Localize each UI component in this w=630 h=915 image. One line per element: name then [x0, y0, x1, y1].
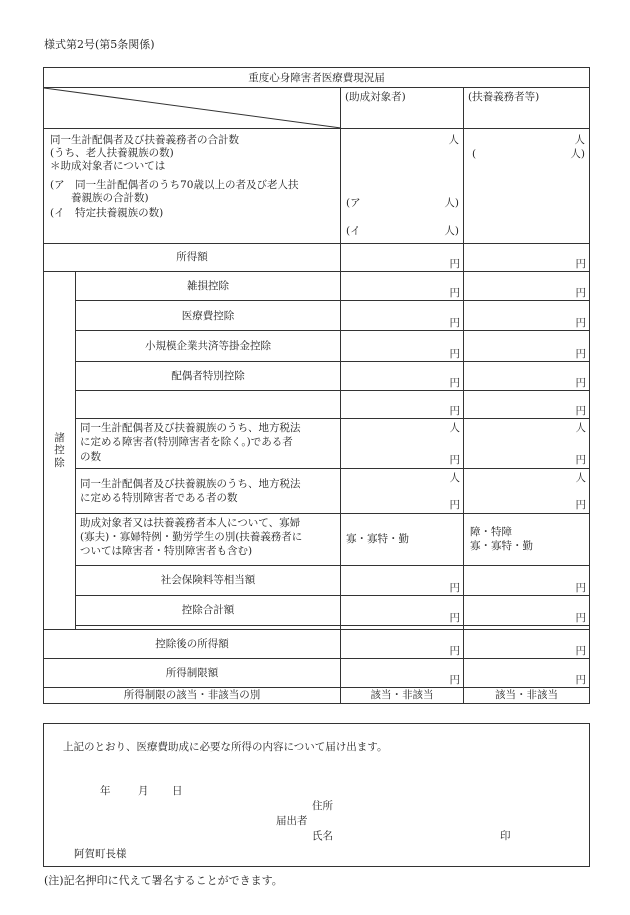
deductions-category: 諸 控 除 [44, 271, 76, 629]
dependents-line-1: 同一生計配偶者及び扶養義務者の合計数 [50, 133, 239, 146]
iryohi-label: 医療費控除 [76, 301, 341, 331]
iryohi-subject[interactable]: 円 [341, 301, 464, 331]
zasson-supporter[interactable]: 円 [464, 271, 590, 300]
after-deduction-supporter[interactable]: 円 [464, 630, 590, 659]
total-deduction-subject[interactable]: 円 [341, 595, 464, 625]
shakai-supporter[interactable]: 円 [464, 565, 590, 595]
shogai-subject[interactable] [341, 419, 464, 468]
subject-i-close: 人) [444, 224, 459, 237]
applicable-subject[interactable]: 該当・非該当 [341, 687, 464, 703]
date-month[interactable]: 月 [138, 785, 149, 797]
dependents-supporter-cell[interactable] [464, 128, 590, 243]
declaration-box [43, 723, 590, 867]
income-label: 所得額 [44, 243, 341, 271]
report-title: 重度心身障害者医療費現況届 [44, 68, 590, 88]
blank-deduction-label[interactable] [76, 391, 341, 419]
dependents-line-2: (うち、老人扶養親族の数) [50, 146, 174, 159]
income-supporter[interactable]: 円 [464, 243, 590, 271]
haigusha-supporter[interactable]: 円 [464, 361, 590, 390]
haigusha-subject[interactable]: 円 [341, 361, 464, 390]
report-table [43, 67, 590, 704]
shogai-supporter[interactable] [464, 419, 590, 468]
person-unit: 人 [575, 422, 586, 435]
zasson-label: 雑損控除 [76, 271, 341, 300]
subject-i-open: (イ [346, 224, 361, 237]
applicant-label: 届出者 [276, 815, 308, 827]
col-header-supporter: (扶養義務者等) [464, 88, 590, 128]
yen-unit: 円 [449, 498, 460, 511]
applicable-label: 所得制限の該当・非該当の別 [44, 687, 341, 703]
haigusha-label: 配偶者特別控除 [76, 361, 341, 390]
addressee: 阿賀町長様 [74, 848, 127, 860]
shakai-label: 社会保険料等相当額 [76, 565, 341, 595]
shogai-label: 同一生計配偶者及び扶養親族のうち、地方税法 に定める障害者(特別障害者を除く。)である者 の数 [76, 419, 341, 468]
dependents-line-3: ＊助成対象者については [50, 159, 166, 172]
blank-deduction-supporter[interactable]: 円 [464, 391, 590, 419]
person-unit: 人 [449, 471, 460, 484]
iryohi-supporter[interactable]: 円 [464, 301, 590, 331]
subject-a-close: 人) [444, 196, 459, 209]
applicable-supporter[interactable]: 該当・非該当 [464, 687, 590, 703]
after-deduction-label: 控除後の所得額 [44, 630, 341, 659]
dependents-line-4b: 養親族の合計数) [50, 191, 149, 204]
subject-a-open: (ア [346, 196, 361, 209]
zasson-subject[interactable]: 円 [341, 271, 464, 300]
income-subject[interactable]: 円 [341, 243, 464, 271]
date-day[interactable]: 日 [172, 785, 183, 797]
tokubetsu-supporter[interactable] [464, 468, 590, 513]
col-header-subject: (助成対象者) [341, 88, 464, 128]
blank-deduction-subject[interactable]: 円 [341, 391, 464, 419]
yen-unit: 円 [575, 453, 586, 466]
person-unit: 人 [449, 422, 460, 435]
yen-unit: 円 [575, 498, 586, 511]
tokubetsu-subject[interactable] [341, 468, 464, 513]
shakai-subject[interactable]: 円 [341, 565, 464, 595]
diagonal-line [44, 88, 341, 128]
kafu-label: 助成対象者又は扶養義務者本人について、寡婦 (寡夫)・寡婦特例・勤労学生の別(扶養義務者に ついては障害者・特別障害者も含む) [76, 514, 341, 565]
name-label: 氏名 [312, 830, 333, 842]
dependents-line-5: (イ 特定扶養親族の数) [50, 206, 164, 219]
shokibo-subject[interactable]: 円 [341, 331, 464, 361]
date-year[interactable]: 年 [100, 785, 111, 797]
dependents-label-cell [44, 128, 341, 243]
income-limit-supporter[interactable]: 円 [464, 659, 590, 687]
person-unit: 人 [575, 471, 586, 484]
total-deduction-supporter[interactable]: 円 [464, 595, 590, 625]
total-deduction-label: 控除合計額 [76, 595, 341, 625]
kafu-subject[interactable]: 寡・寡特・勤 [341, 514, 464, 565]
person-unit: 人 [448, 133, 459, 146]
shokibo-label: 小規模企業共済等掛金控除 [76, 331, 341, 361]
seal-mark: 印 [500, 830, 511, 842]
footnote: (注)記名押印に代えて署名することができます。 [44, 874, 283, 887]
shokibo-supporter[interactable]: 円 [464, 331, 590, 361]
dependents-subject-cell[interactable] [341, 128, 464, 243]
income-limit-subject[interactable]: 円 [341, 659, 464, 687]
income-limit-label: 所得制限額 [44, 659, 341, 687]
tokubetsu-label: 同一生計配偶者及び扶養親族のうち、地方税法 に定める特別障害者である者の数 [76, 468, 341, 513]
form-number: 様式第2号(第5条関係) [44, 38, 155, 51]
after-deduction-subject[interactable]: 円 [341, 630, 464, 659]
supporter-paren-close: 人) [570, 147, 585, 160]
header-diagonal-cell [44, 88, 341, 128]
person-unit: 人 [574, 133, 585, 146]
dependents-line-4a: (ア 同一生計配偶者のうち70歳以上の者及び老人扶 [50, 178, 299, 191]
declaration-statement: 上記のとおり、医療費助成に必要な所得の内容について届け出ます。 [63, 741, 388, 753]
kafu-supporter[interactable]: 障・特障 寡・寡特・勤 [464, 514, 590, 565]
address-label: 住所 [312, 800, 333, 812]
supporter-paren-open: ( [472, 147, 477, 160]
yen-unit: 円 [449, 453, 460, 466]
